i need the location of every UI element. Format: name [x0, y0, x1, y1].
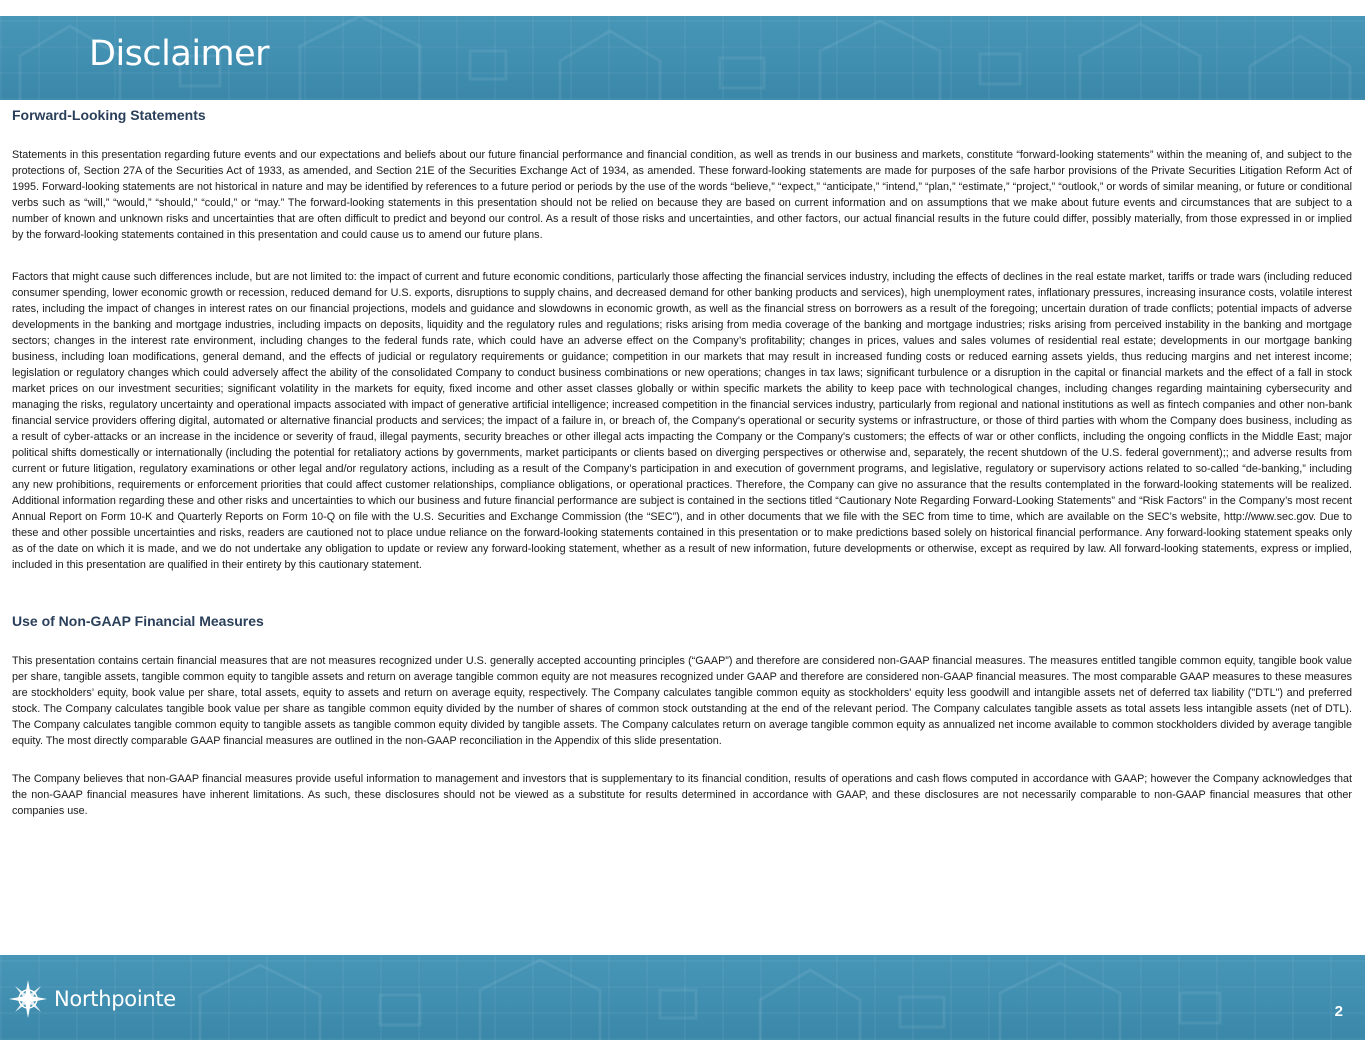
house-sketch-background: [0, 955, 1365, 1040]
forward-looking-paragraph-1: Statements in this presentation regarding future events and our expectations and beliefs about our future financial performance and financial condition, as well as trends in our business and markets, constitute “forward-looking statements” within the meaning of, and subject to the protections of, Section 27A of the Securities Act of 1933, as amended, and Section 21E of the Securities Exchange Act of 1934, as amended. These forward-looking statements are made for purposes of the safe harbor provisions of the Private Securities Litigation Reform Act of 1995. Forward-looking statements are not historical in nature and may be identified by references to a future period or periods by the use of the words “believe,” “expect,” “anticipate,” “intend,” “plan,” “estimate,” “project,” “outlook,” or words of similar meaning, or future or conditional verbs such as “will,” “would,” “should,” “could,” or “may.” The forward-looking statements in this presentation should not be relied on because they are based on current information and on assumptions that we make about future events and circumstances that are subject to a number of known and unknown risks and uncertainties that are often difficult to predict and beyond our control. As a result of those risks and uncertainties, and other factors, our actual financial results in the future could differ, possibly materially, from those expressed in or implied by the forward-looking statements contained in this presentation and could cause us to amend our future plans.: [12, 149, 1352, 241]
page-title: Disclaimer: [89, 34, 270, 74]
northpointe-logo: [8, 979, 176, 1019]
forward-looking-paragraph-2: Factors that might cause such differences include, but are not limited to: the impact of current and future economic conditions, particularly those affecting the financial services industry, including the effects of declines in the real estate market, tariffs or trade wars (including reduced consumer spending, lower economic growth or recession, reduced demand for U.S. exports, disruptions to supply chains, and decreased demand for other banking products and services), high unemployment rates, inflationary pressures, increasing insurance costs, volatile interest rates, including the impact of changes in interest rates on our financial projections, models and guidance and slowdowns in economic growth, as well as the financial stress on borrowers as a result of the foregoing; uncertain duration of trade conflicts; potential impacts of adverse developments in the banking and mortgage industries, including impacts on deposits, liquidity and the regulatory rules and regulations; risks arising from media coverage of the banking and mortgage industries; risks arising from perceived instability in the banking and mortgage sectors; changes in the interest rate environment, including changes to the federal funds rate, which could have an adverse effect on the Company’s profitability; changes in prices, values and sales volumes of residential real estate; developments in our mortgage banking business, including loan modifications, general demand, and the effects of judicial or regulatory requirements or guidance; competition in our markets that may result in increased funding costs or reduced earning assets yields, thus reducing margins and net interest income; legislation or regulatory changes which could adversely affect the ability of the consolidated Company to conduct business combinations or new operations; changes in tax laws; significant turbulence or a disruption in the capital or financial markets and the effect of a fall in stock market prices on our investment securities; significant volatility in the markets for equity, fixed income and other asset classes globally or within specific markets the ability to keep pace with technological changes, including changes regarding maintaining cybersecurity and managing the risks, regulatory uncertainty and operational impacts associated with impact of generative artificial intelligence; increased competition in the financial services industry, particularly from regional and national institutions as well as fintech companies and other non-bank financial service providers offering digital, automated or alternative financial products and services; the impact of a failure in, or breach of, the Company's operational or security systems or infrastructure, or those of third parties with whom the Company does business, including as a result of cyber-attacks or an increase in the incidence or severity of fraud, illegal payments, security breaches or other illegal acts impacting the Company or the Company's customers; the effects of war or other conflicts, including the ongoing conflicts in the Middle East; major political shifts domestically or internationally (including the potential for retaliatory actions by governments, market participants or clients based on diverging perspectives or otherwise and, separately, the recent shutdown of the U.S. federal government);; and adverse results from current or future litigation, regulatory examinations or other legal and/or regulatory actions, including as a result of the Company’s participation in and execution of government programs, and legislative, regulatory or supervisory actions related to so-called “de-banking,” including any new prohibitions, requirements or enforcement priorities that could affect customer relationships, compliance obligations, or operational practices. Therefore, the Company can give no assurance that the results contemplated in the forward-looking statements will be realized. Additional information regarding these and other risks and uncertainties to which our business and future financial performance are subject is contained in the sections titled “Cautionary Note Regarding Forward-Looking Statements” and “Risk Factors” in the Company’s most recent Annual Report on Form 10-K and Quarterly Reports on Form 10-Q on file with the U.S. Securities and Exchange Commission (the “SEC”), and in other documents that we file with the SEC from time to time, which are available on the SEC’s website, http://www.sec.gov. Due to these and other possible uncertainties and risks, readers are cautioned not to place undue reliance on the forward-looking statements contained in this presentation or to make predictions based solely on historical financial performance. Any forward-looking statement speaks only as of the date on which it is made, and we do not undertake any obligation to update or review any forward-looking statement, whether as a result of new information, future developments or otherwise, except as required by law. All forward-looking statements, express or implied, included in this presentation are qualified in their entirety by this cautionary statement.: [12, 271, 1352, 571]
logo-text: Northpointe: [54, 987, 176, 1011]
forward-looking-heading: Forward-Looking Statements: [12, 107, 206, 123]
non-gaap-heading: Use of Non-GAAP Financial Measures: [12, 613, 264, 629]
page-number: 2: [1334, 1003, 1343, 1020]
non-gaap-paragraph-1: This presentation contains certain financial measures that are not measures recognized under U.S. generally accepted accounting principles (“GAAP”) and therefore are considered non-GAAP financial measures. The measures entitled tangible common equity, tangible book value per share, tangible assets, tangible common equity to tangible assets and return on average tangible common equity are not measures recognized under GAAP and therefore are considered non-GAAP financial measures. The most comparable GAAP measures to these measures are stockholders’ equity, book value per share, total assets, equity to assets and return on average equity, respectively. The Company calculates tangible common equity as stockholders' equity less goodwill and intangible assets net of deferred tax liability ("DTL") and preferred stock. The Company calculates tangible book value per share as tangible common equity divided by the number of shares of common stock outstanding at the end of the relevant period. The Company calculates tangible assets as total assets less intangible assets (net of DTL). The Company calculates tangible common equity to tangible assets as tangible common equity divided by tangible assets. The Company calculates return on average tangible common equity as annualized net income available to common stockholders divided by average tangible equity. The most directly comparable GAAP financial measures are outlined in the non-GAAP reconciliation in the Appendix of this slide presentation.: [12, 655, 1352, 747]
footer-banner: [0, 955, 1365, 1040]
compass-star-icon: [8, 979, 48, 1019]
non-gaap-paragraph-2: The Company believes that non-GAAP financial measures provide useful information to management and investors that is supplementary to its financial condition, results of operations and cash flows computed in accordance with GAAP; however the Company acknowledges that the non-GAAP financial measures have inherent limitations. As such, these disclosures should not be viewed as a substitute for results determined in accordance with GAAP, and these disclosures are not necessarily comparable to non-GAAP financial measures that other companies use.: [12, 773, 1352, 817]
disclaimer-content: [12, 107, 1352, 819]
header-banner: [0, 16, 1365, 100]
